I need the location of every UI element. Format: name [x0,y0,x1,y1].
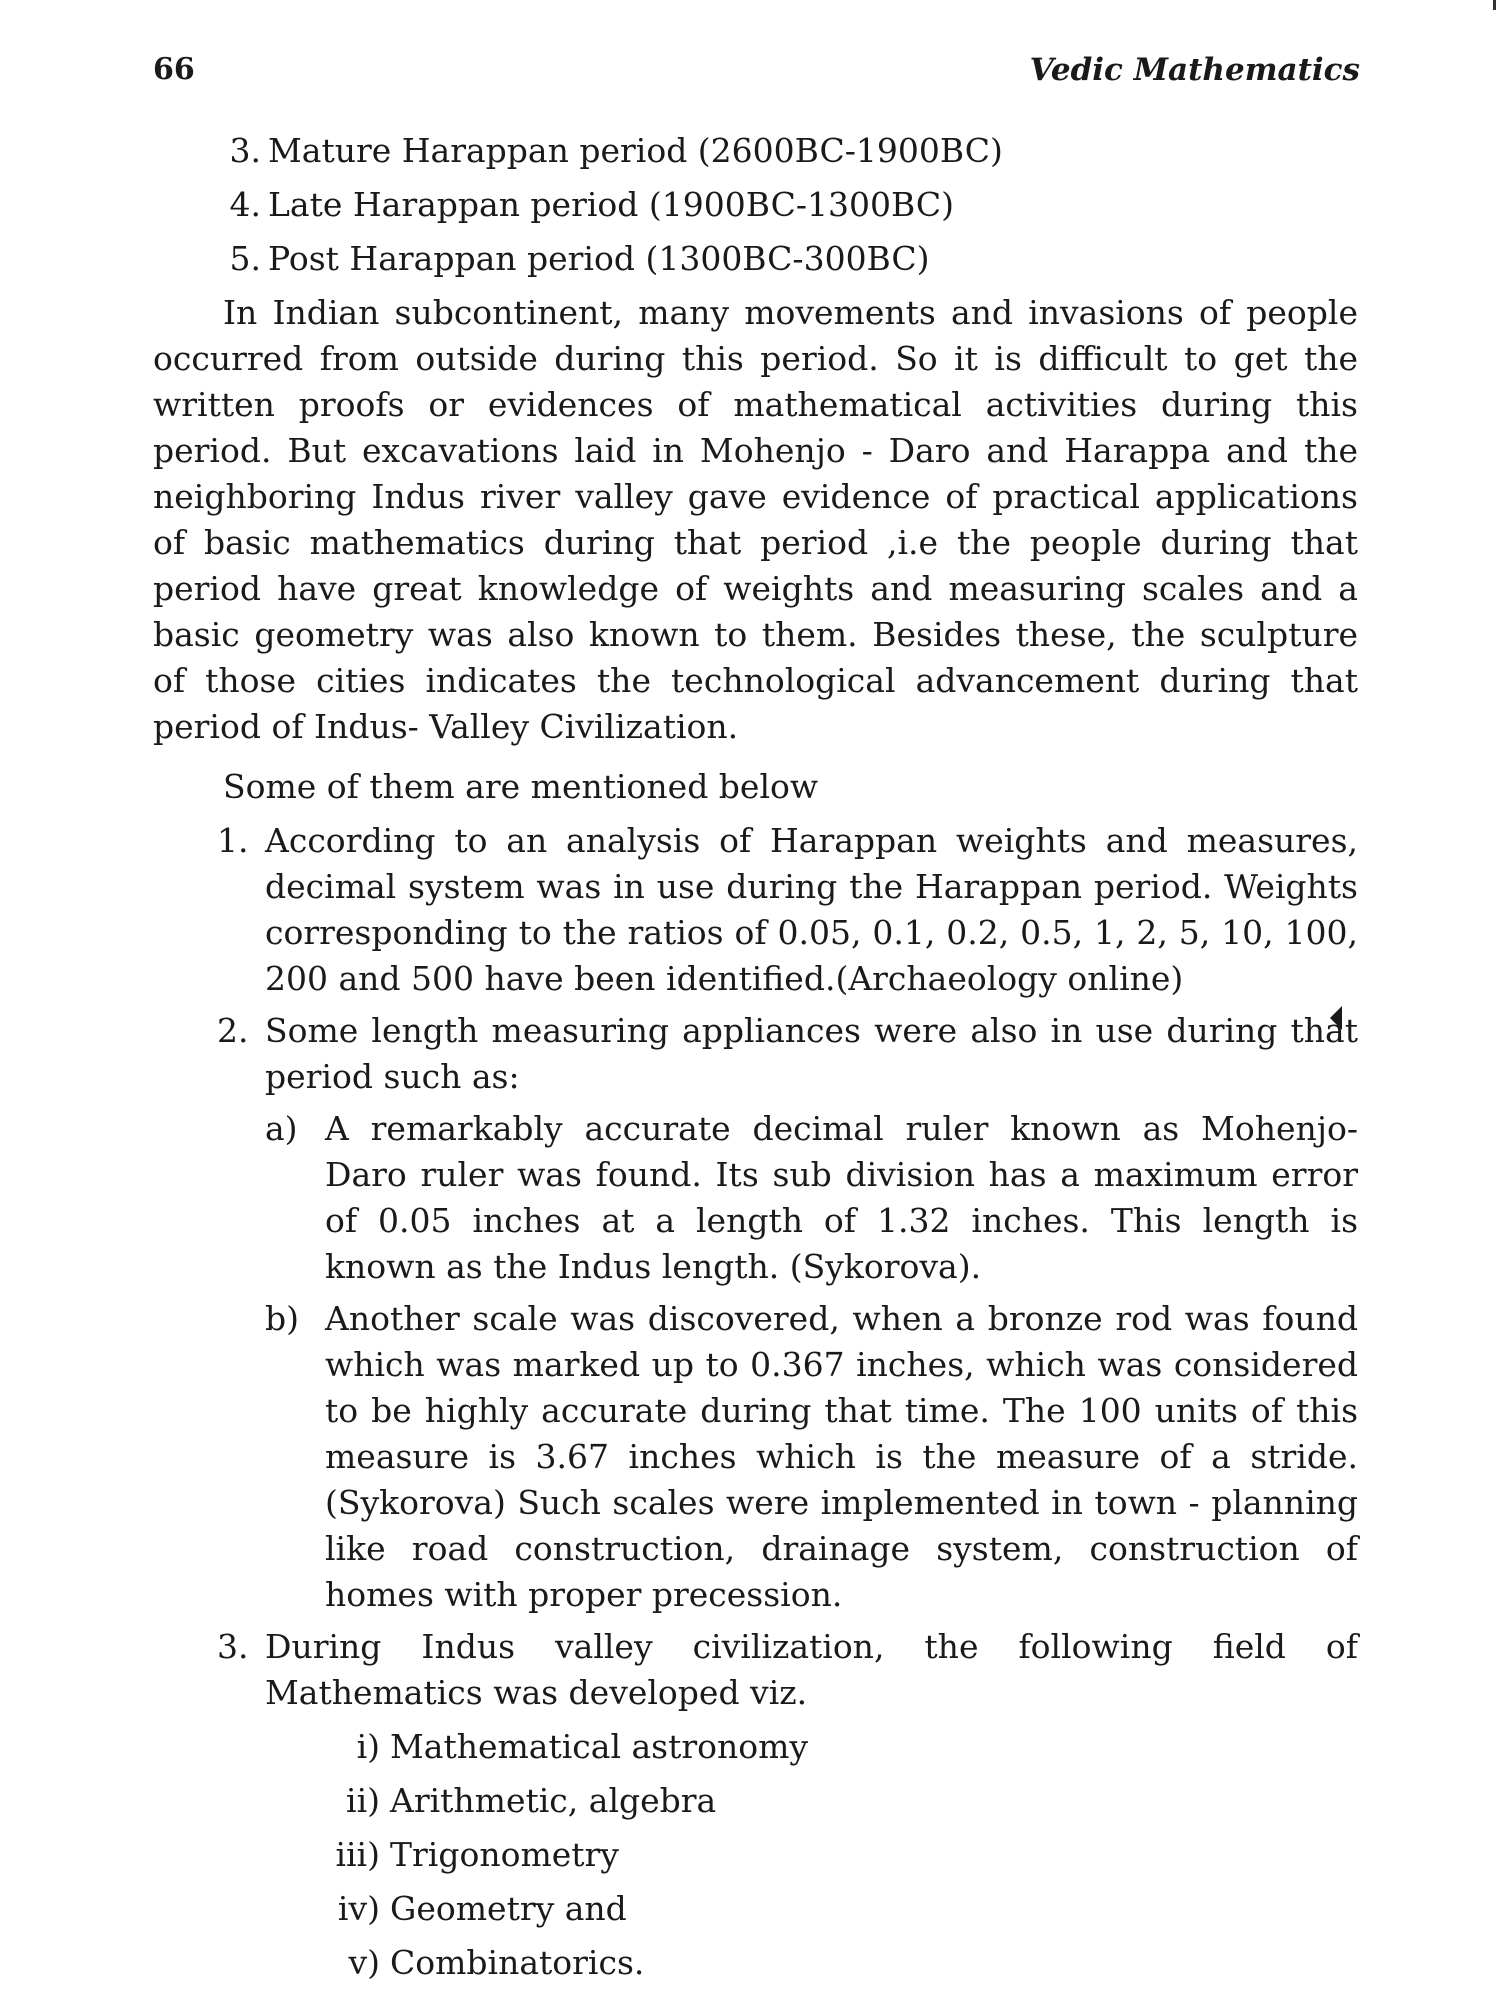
appliance-text: Another scale was discovered, when a bronze rod was found which was marked up to 0.367 inches, which was considered to be highly accurate during that time. The 100 units of this measure is 3.67 inches which is the measure of a stride. (Sykorova) Such scales were implemented in town - planning like road construction, drainage system, construction of homes with proper precession. [325,1299,1358,1614]
math-field-text: Arithmetic, algebra [390,1781,717,1820]
math-field-text: Combinatorics. [390,1943,645,1982]
evidence-list [153,818,1358,1986]
period-item [153,182,1358,228]
page-header [153,52,1360,96]
math-field-item [265,1832,1358,1878]
scan-corner-mark [1493,0,1496,10]
lead-in-sentence: Some of them are mentioned below [223,767,819,806]
period-number: 3. [229,131,261,170]
page-number: 66 [153,52,195,87]
period-number: 4. [229,185,261,224]
evidence-number: 3. [217,1627,249,1666]
appliance-item [265,1106,1358,1290]
evidence-text: Some length measuring appliances were also in use during that period such as: [265,1011,1358,1096]
evidence-text: According to an analysis of Harappan weights and measures, decimal system was in use during the Harappan period. Weights corresponding to the ratios of 0.05, 0.1, 0.2, 0.5, 1, 2, 5, 10, 100, 200 and 500 have been identified.(Archaeology online) [265,821,1358,998]
running-title: Vedic Mathematics [1029,52,1360,88]
page-body [153,128,1358,1994]
evidence-number: 1. [217,821,249,860]
evidence-item [153,1008,1358,1618]
evidence-item [153,818,1358,1002]
math-field-label: i) [356,1727,380,1766]
math-field-item [265,1940,1358,1986]
appliance-text: A remarkably accurate decimal ruler known as Mohenjo- Daro ruler was found. Its sub division has a maximum error of 0.05 inches at a length of 1.32 inches. This length is known as the Indus length. (Sykorova). [325,1109,1358,1286]
intro-paragraph: In Indian subcontinent, many movements and invasions of people occurred from outside during this period. So it is difficult to get the written proofs or evidences of mathematical activities during this period. But excavations laid in Mohenjo - Daro and Harappa and the neighboring Indus river valley gave evidence of practical applications of basic mathematics during that period ,i.e the people during that period have great knowledge of weights and measuring scales and a basic geometry was also known to them. Besides these, the sculpture of those cities indicates the technological advancement during that period of Indus- Valley Civilization. [153,293,1358,746]
math-field-label: v) [348,1943,380,1982]
math-field-item [265,1724,1358,1770]
math-field-item [265,1886,1358,1932]
appliance-label: a) [265,1109,298,1148]
math-field-label: iii) [335,1835,380,1874]
period-item [153,236,1358,282]
period-text: Mature Harappan period (2600BC-1900BC) [268,131,1003,170]
math-field-list [265,1724,1358,1986]
period-item [153,128,1358,174]
page-edge-arrow-icon [1330,1006,1342,1030]
evidence-item [153,1624,1358,1986]
evidence-number: 2. [217,1011,249,1050]
math-field-text: Geometry and [390,1889,627,1928]
period-list [153,128,1358,282]
math-field-item [265,1778,1358,1824]
period-number: 5. [229,239,261,278]
appliance-item [265,1296,1358,1618]
math-field-text: Trigonometry [390,1835,619,1874]
math-field-label: iv) [337,1889,380,1928]
appliance-label: b) [265,1299,299,1338]
math-field-label: ii) [346,1781,380,1820]
evidence-text: During Indus valley civilization, the following field of Mathematics was developed viz. [265,1627,1358,1712]
math-field-text: Mathematical astronomy [390,1727,809,1766]
measuring-appliance-list [265,1106,1358,1618]
period-text: Post Harappan period (1300BC-300BC) [268,239,930,278]
period-text: Late Harappan period (1900BC-1300BC) [268,185,954,224]
